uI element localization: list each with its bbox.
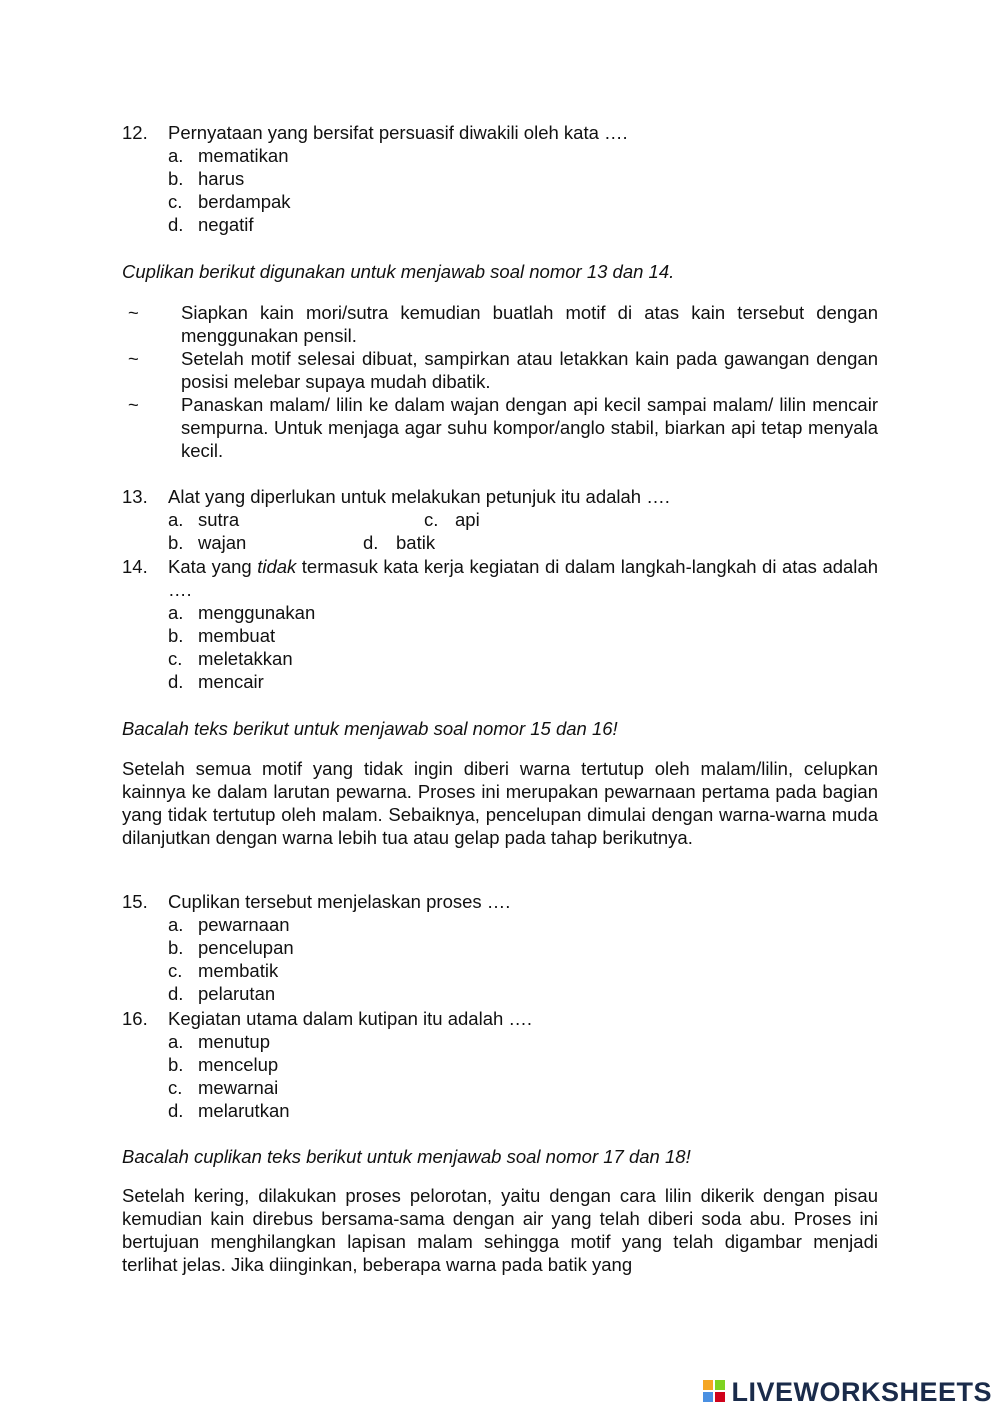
- question-number: 15.: [122, 891, 148, 912]
- question-14: [122, 555, 878, 693]
- option-c[interactable]: c. berdampak: [168, 191, 291, 212]
- question-13: [122, 485, 878, 554]
- question-text: Cuplikan tersebut menjelaskan proses ….: [168, 891, 511, 912]
- step-item: ~ Panaskan malam/ lilin ke dalam wajan dengan api kecil sampai malam/ lilin mencair sempurna. Untuk menjaga agar suhu kompor/anglo stabil, biarkan api tetap menyala kecil.: [128, 394, 878, 461]
- question-number: 12.: [122, 122, 148, 143]
- option-d[interactable]: d. mencair: [168, 671, 264, 692]
- option-c[interactable]: c. meletakkan: [168, 648, 293, 669]
- option-d[interactable]: d. negatif: [168, 214, 254, 235]
- logo-mark-icon: [703, 1380, 727, 1404]
- emphasis-word: tidak: [257, 556, 297, 577]
- step-item: ~ Setelah motif selesai dibuat, sampirkan atau letakkan kain pada gawangan dengan posisi melebar supaya mudah dibatik.: [128, 348, 878, 392]
- question-15: [122, 890, 878, 1005]
- logo-text: LIVEWORKSHEETS: [731, 1376, 992, 1407]
- option-row: [168, 531, 878, 554]
- option-b-letter[interactable]: b.: [168, 532, 184, 553]
- option-a[interactable]: a. pewarnaan: [168, 914, 290, 935]
- option-a-letter[interactable]: a.: [168, 509, 184, 530]
- option-d-letter[interactable]: d.: [363, 532, 379, 553]
- option-b[interactable]: wajan: [198, 532, 247, 553]
- instruction-17-18: Bacalah cuplikan teks berikut untuk menjawab soal nomor 17 dan 18!: [122, 1146, 691, 1167]
- option-a[interactable]: a. menggunakan: [168, 602, 316, 623]
- question-number: 13.: [122, 486, 148, 507]
- question-number: 16.: [122, 1008, 148, 1029]
- question-text: Pernyataan yang bersifat persuasif diwakili oleh kata ….: [168, 122, 628, 143]
- option-a[interactable]: a. mematikan: [168, 145, 289, 166]
- option-d[interactable]: d. pelarutan: [168, 983, 276, 1004]
- steps-list: [122, 301, 878, 462]
- liveworksheets-logo: [703, 1377, 992, 1407]
- step-item: ~ Siapkan kain mori/sutra kemudian buatlah motif di atas kain tersebut dengan menggunakan pensil.: [128, 302, 878, 346]
- passage-17-18: Setelah kering, dilakukan proses pelorotan, yaitu dengan cara lilin dikerik dengan pisau kemudian kain direbus bersama-sama dengan air yang telah diberi soda abu. Proses ini bertujuan menghilangkan lapisan malam sehingga motif yang telah digambar menjadi terlihat jelas. Jika diinginkan, beberapa warna pada batik yang: [122, 1185, 878, 1275]
- option-c-letter[interactable]: c.: [424, 509, 439, 530]
- option-d[interactable]: d. melarutkan: [168, 1100, 290, 1121]
- question-12: [122, 121, 878, 236]
- option-d[interactable]: batik: [396, 532, 436, 553]
- option-a[interactable]: sutra: [198, 509, 240, 530]
- question-number: 14.: [122, 556, 148, 577]
- question-text: Alat yang diperlukan untuk melakukan petunjuk itu adalah ….: [168, 486, 670, 507]
- option-row: [168, 508, 878, 531]
- option-b[interactable]: b. pencelupan: [168, 937, 294, 958]
- option-c[interactable]: api: [455, 509, 480, 530]
- instruction-13-14: Cuplikan berikut digunakan untuk menjawab soal nomor 13 dan 14.: [122, 261, 675, 282]
- option-b[interactable]: b. membuat: [168, 625, 276, 646]
- passage-15-16: Setelah semua motif yang tidak ingin diberi warna tertutup oleh malam/lilin, celupkan kainnya ke dalam larutan pewarna. Proses ini merupakan pewarnaan pertama pada bagian yang tidak tertutup oleh malam. Sebaiknya, pencelupan dimulai dengan warna-warna muda dilanjutkan dengan warna lebih tua atau gelap pada tahap berikutnya.: [122, 758, 878, 848]
- option-b[interactable]: b. mencelup: [168, 1054, 279, 1075]
- instruction-15-16: Bacalah teks berikut untuk menjawab soal nomor 15 dan 16!: [122, 718, 618, 739]
- option-a[interactable]: a. menutup: [168, 1031, 270, 1052]
- option-c[interactable]: c. membatik: [168, 960, 279, 981]
- question-16: [122, 1007, 878, 1122]
- question-text: Kata yang tidak termasuk kata kerja kegiatan di dalam langkah-langkah di atas adalah ….: [168, 556, 878, 600]
- option-c[interactable]: c. mewarnai: [168, 1077, 279, 1098]
- question-text: Kegiatan utama dalam kutipan itu adalah ….: [168, 1008, 533, 1029]
- option-b[interactable]: b. harus: [168, 168, 245, 189]
